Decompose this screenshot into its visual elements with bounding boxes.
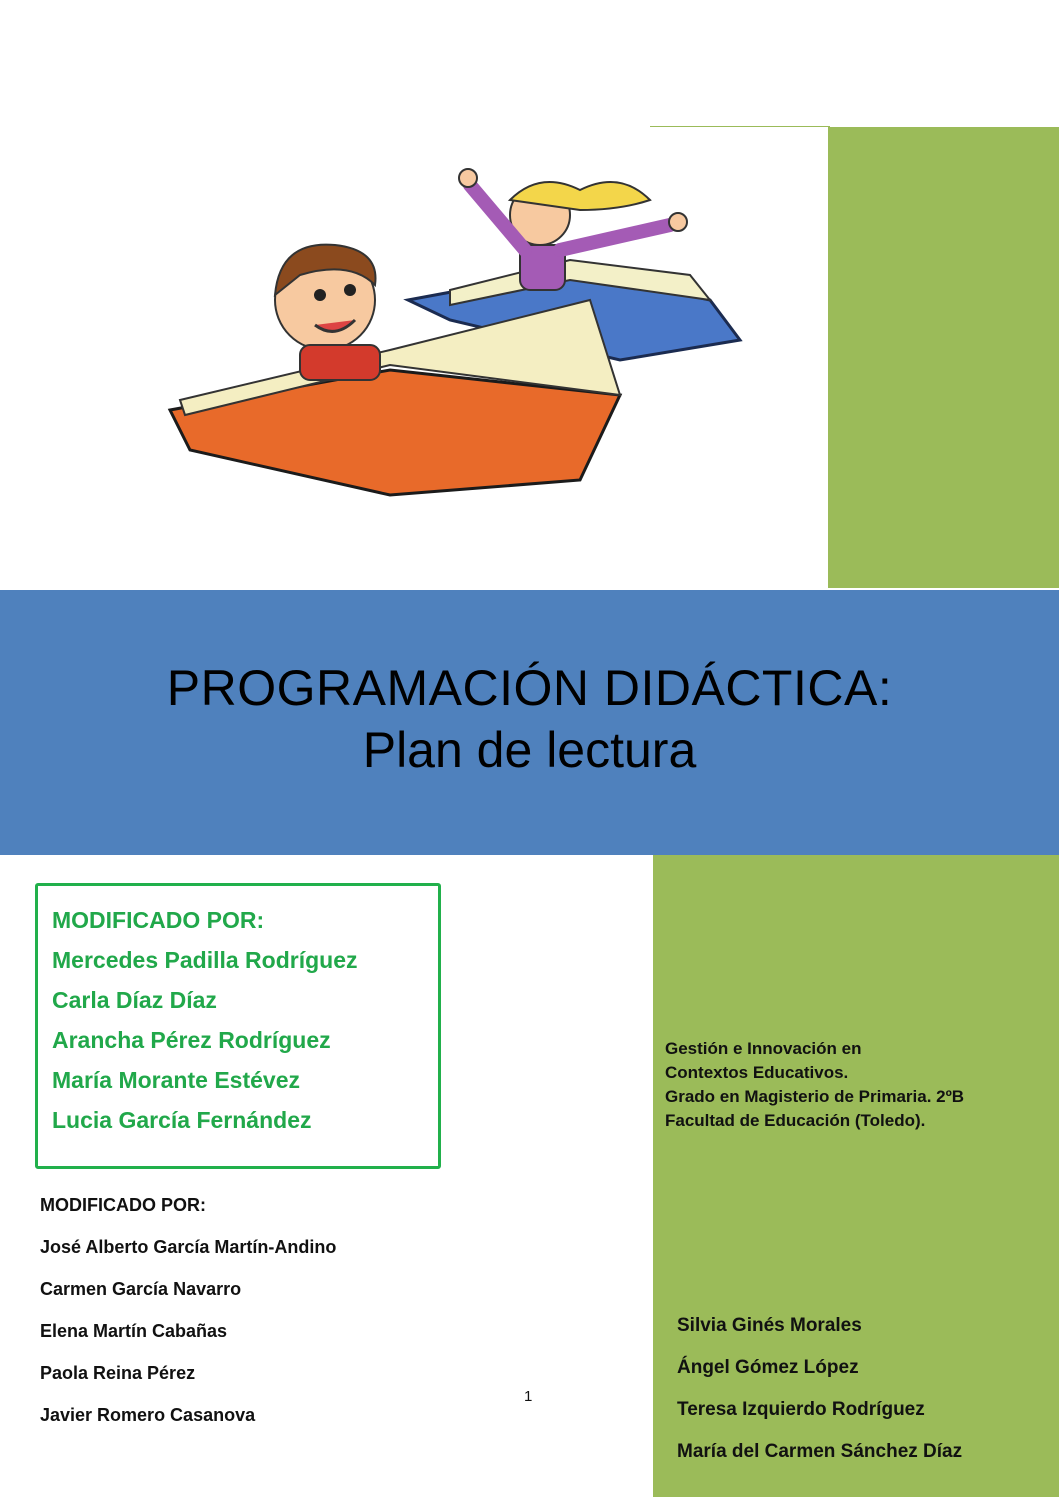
author-name: Teresa Izquierdo Rodríguez <box>677 1399 925 1420</box>
modifier-name: Arancha Pérez Rodríguez <box>52 1027 331 1053</box>
modifier-name: Paola Reina Pérez <box>40 1363 196 1383</box>
document-title: PROGRAMACIÓN DIDÁCTICA: <box>166 659 893 716</box>
modified-by-box <box>35 883 441 1169</box>
modified-by-list <box>40 1191 336 1443</box>
title-band <box>0 590 1059 855</box>
course-info-line: Grado en Magisterio de Primaria. 2ºB <box>665 1087 965 1106</box>
author-name: Ángel Gómez López <box>677 1357 859 1378</box>
authors-list <box>677 1312 962 1480</box>
modifier-name: Mercedes Padilla Rodríguez <box>52 947 358 973</box>
course-info-line: Gestión e Innovación en <box>665 1039 862 1058</box>
author-name: Silvia Ginés Morales <box>677 1315 862 1336</box>
modifier-name: Carmen García Navarro <box>40 1279 242 1299</box>
modifier-name: Javier Romero Casanova <box>40 1405 256 1425</box>
page-number: 1 <box>524 1388 533 1405</box>
modifier-name: José Alberto García Martín-Andino <box>40 1237 337 1257</box>
modifier-name: Lucia García Fernández <box>52 1107 312 1133</box>
course-info <box>665 1037 1055 1133</box>
modifier-name: Carla Díaz Díaz <box>52 987 217 1013</box>
top-divider-line <box>650 126 830 127</box>
author-name: María del Carmen Sánchez Díaz <box>677 1441 963 1462</box>
course-info-line: Contextos Educativos. <box>665 1063 849 1082</box>
modified-by-heading: MODIFICADO POR: <box>40 1195 206 1215</box>
modified-by-heading: MODIFICADO POR: <box>52 907 265 933</box>
green-panel-top <box>828 127 1059 588</box>
modifier-name: María Morante Estévez <box>52 1067 300 1093</box>
modifier-name: Elena Martín Cabañas <box>40 1321 228 1341</box>
course-info-line: Facultad de Educación (Toledo). <box>665 1111 926 1130</box>
document-subtitle: Plan de lectura <box>362 721 697 778</box>
kids-flying-on-books-illustration <box>150 150 760 510</box>
